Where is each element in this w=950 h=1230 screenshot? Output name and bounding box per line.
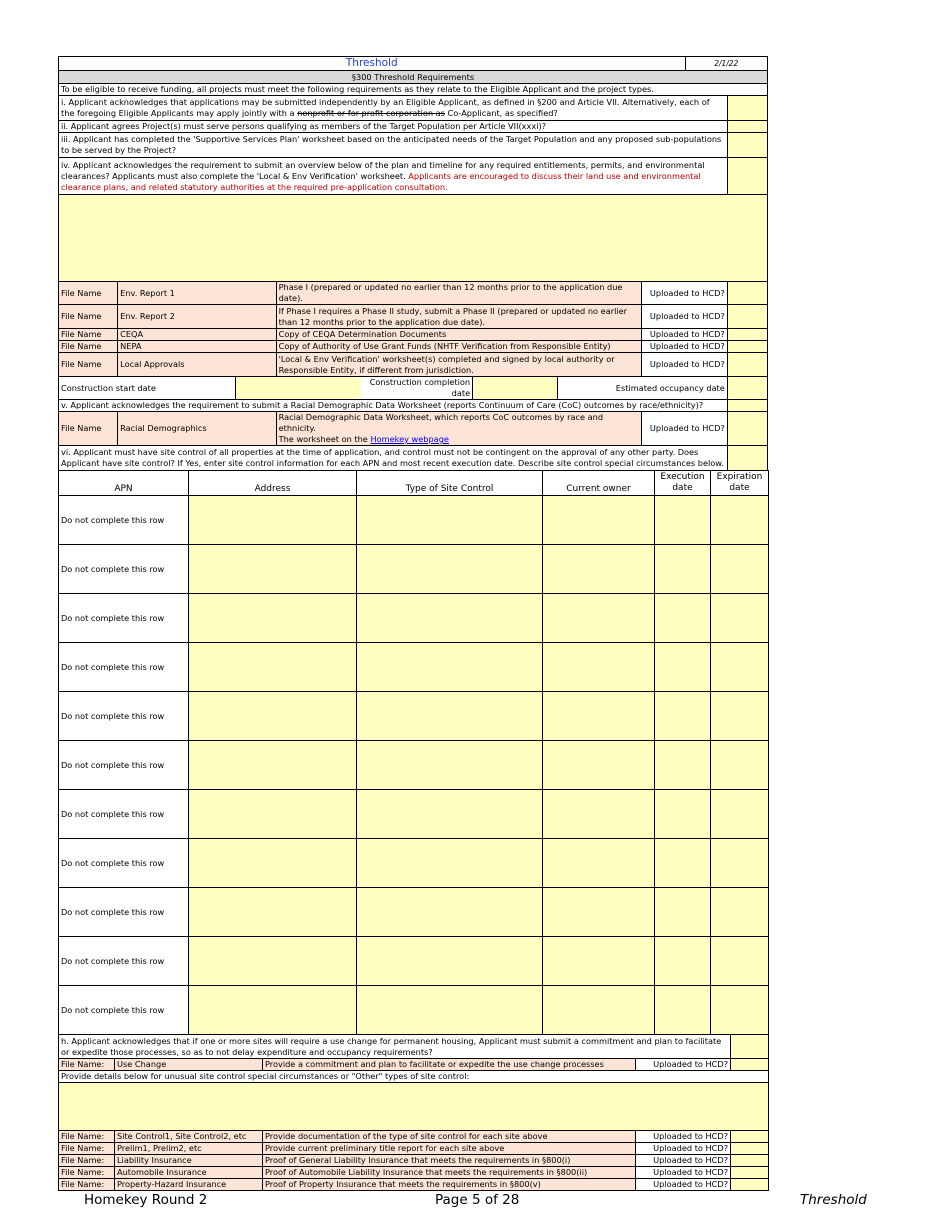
uploaded-answer[interactable] [731, 1167, 769, 1179]
file-label: File Name [59, 353, 118, 377]
execution-date-input[interactable] [655, 545, 711, 594]
site-control-type-input[interactable] [357, 741, 543, 790]
address-input[interactable] [189, 888, 357, 937]
uploaded-answer[interactable] [727, 412, 767, 446]
uploaded-label: Uploaded to HCD? [636, 1179, 731, 1191]
uploaded-label: Uploaded to HCD? [636, 1143, 731, 1155]
uploaded-answer[interactable] [727, 329, 767, 341]
address-input[interactable] [189, 643, 357, 692]
expiration-date-input[interactable] [711, 545, 769, 594]
site-row-apn-note: Do not complete this row [59, 594, 189, 643]
site-row [59, 741, 769, 790]
uploaded-label: Uploaded to HCD? [642, 412, 728, 446]
file-label: File Name [59, 341, 118, 353]
site-control-table [58, 470, 769, 1035]
uploaded-answer[interactable] [731, 1179, 769, 1191]
item-v-text: v. Applicant acknowledges the requirement to submit a Racial Demographic Data Worksheet (reports Continuum of Care (CoC) outcomes by race/ethnicity)? [59, 400, 728, 412]
expiration-date-input[interactable] [711, 692, 769, 741]
item-ii-answer[interactable] [727, 121, 767, 133]
item-iv-text: iv. Applicant acknowledges the requirement to submit an overview below of the plan and timeline for any required entitlements, permits, and environmental clearances? Applicants must also complete the 'Local & Env Verification' worksheet. Applicants are encouraged to discuss their land use and environmental clearance plans, and related statutory authorities at the required pre-application consultation. [59, 158, 728, 195]
execution-date-input[interactable] [655, 839, 711, 888]
uploaded-answer[interactable] [727, 353, 767, 377]
footer-left: Homekey Round 2 [84, 1192, 208, 1208]
execution-date-input[interactable] [655, 888, 711, 937]
uploaded-label: Uploaded to HCD? [642, 329, 728, 341]
occupancy-date-input[interactable] [727, 377, 767, 400]
address-input[interactable] [189, 496, 357, 545]
execution-date-input[interactable] [655, 937, 711, 986]
site-row [59, 643, 769, 692]
expiration-date-input[interactable] [711, 839, 769, 888]
homekey-webpage-link[interactable]: Homekey webpage [370, 434, 449, 444]
address-input[interactable] [189, 741, 357, 790]
expiration-date-input[interactable] [711, 643, 769, 692]
details-field[interactable] [59, 1083, 769, 1131]
address-input[interactable] [189, 839, 357, 888]
file-description: Provide documentation of the type of site control for each site above [263, 1131, 636, 1143]
uploaded-label: Uploaded to HCD? [636, 1155, 731, 1167]
uploaded-label: Uploaded to HCD? [642, 341, 728, 353]
execution-date-input[interactable] [655, 496, 711, 545]
address-input[interactable] [189, 937, 357, 986]
address-input[interactable] [189, 986, 357, 1035]
expiration-date-input[interactable] [711, 986, 769, 1035]
item-h-answer[interactable] [731, 1035, 769, 1059]
site-row [59, 937, 769, 986]
threshold-table [58, 56, 768, 471]
current-owner-input[interactable] [543, 839, 655, 888]
construction-start-input[interactable] [236, 377, 361, 400]
item-vi-answer[interactable] [727, 446, 767, 471]
item-iii-text: iii. Applicant has completed the 'Supportive Services Plan' worksheet based on the anticipated needs of the Target Population and any proposed sub-populations to be served by the Project? [59, 133, 728, 158]
sheet-date: 2/1/22 [685, 57, 767, 71]
site-row [59, 888, 769, 937]
expiration-date-input[interactable] [711, 937, 769, 986]
site-row-apn-note: Do not complete this row [59, 692, 189, 741]
address-input[interactable] [189, 790, 357, 839]
file-label: File Name: [59, 1131, 115, 1143]
address-input[interactable] [189, 692, 357, 741]
item-iii-answer[interactable] [727, 133, 767, 158]
site-row-apn-note: Do not complete this row [59, 839, 189, 888]
item-vi-text: vi. Applicant must have site control of all properties at the time of application, and control must not be contingent on the approval of any other party. Does Applicant have site control? If Yes, enter site control information for each APN and most recent execution date. Describe site control special circumstances below. [59, 446, 728, 471]
item-h-text: h. Applicant acknowledges that if one or more sites will require a use change for permanent housing, Applicant must submit a commitment and plan to facilitate or expedite those processes, so as to not delay expenditure and occupancy requirements? [59, 1035, 731, 1059]
file-name: Automobile Insurance [115, 1167, 263, 1179]
file-description: Proof of General Liability Insurance that meets the requirements in §800(i) [263, 1155, 636, 1167]
construction-start-label: Construction start date [59, 377, 236, 400]
execution-date-input[interactable] [655, 790, 711, 839]
site-row-apn-note: Do not complete this row [59, 496, 189, 545]
file-name: Site Control1, Site Control2, etc [115, 1131, 263, 1143]
site-row [59, 496, 769, 545]
site-row-apn-note: Do not complete this row [59, 937, 189, 986]
file-name: Racial Demographics [118, 412, 276, 446]
file-name: Prelim1, Prelim2, etc [115, 1143, 263, 1155]
execution-date-input[interactable] [655, 643, 711, 692]
file-description: 'Local & Env Verification' worksheet(s) completed and signed by local authority or Responsible Entity, if different from jurisdiction. [276, 353, 642, 377]
occupancy-date-label: Estimated occupancy date [557, 377, 727, 400]
site-control-type-input[interactable] [357, 545, 543, 594]
site-row [59, 790, 769, 839]
uploaded-label: Uploaded to HCD? [636, 1131, 731, 1143]
uploaded-label: Uploaded to HCD? [636, 1167, 731, 1179]
col-expiration-date: Expiration date [711, 471, 769, 496]
execution-date-input[interactable] [655, 692, 711, 741]
site-control-type-input[interactable] [357, 496, 543, 545]
site-control-type-input[interactable] [357, 790, 543, 839]
site-control-type-input[interactable] [357, 643, 543, 692]
col-execution-date: Execution date [655, 471, 711, 496]
execution-date-input[interactable] [655, 986, 711, 1035]
file-name: Use Change [115, 1059, 263, 1071]
current-owner-input[interactable] [543, 594, 655, 643]
file-label: File Name: [59, 1167, 115, 1179]
expiration-date-input[interactable] [711, 741, 769, 790]
site-row-apn-note: Do not complete this row [59, 790, 189, 839]
uploaded-label: Uploaded to HCD? [642, 305, 728, 329]
site-row [59, 986, 769, 1035]
file-name: NEPA [118, 341, 276, 353]
threshold-sheet [58, 56, 768, 1191]
site-control-type-input[interactable] [357, 839, 543, 888]
site-row-apn-note: Do not complete this row [59, 986, 189, 1035]
current-owner-input[interactable] [543, 643, 655, 692]
address-input[interactable] [189, 594, 357, 643]
file-name: Env. Report 1 [118, 282, 276, 305]
execution-date-input[interactable] [655, 594, 711, 643]
file-description: Copy of CEQA Determination Documents [276, 329, 642, 341]
site-rows [59, 496, 769, 1035]
uploaded-answer[interactable] [731, 1131, 769, 1143]
expiration-date-input[interactable] [711, 888, 769, 937]
expiration-date-input[interactable] [711, 496, 769, 545]
file-label: File Name: [59, 1059, 115, 1071]
file-label: File Name: [59, 1155, 115, 1167]
site-row-apn-note: Do not complete this row [59, 545, 189, 594]
file-name: Local Approvals [118, 353, 276, 377]
current-owner-input[interactable] [543, 741, 655, 790]
file-label: File Name [59, 282, 118, 305]
footer-page-number: Page 5 of 28 [435, 1192, 520, 1208]
file-description: Copy of Authority of Use Grant Funds (NHTF Verification from Responsible Entity) [276, 341, 642, 353]
current-owner-input[interactable] [543, 692, 655, 741]
site-row [59, 594, 769, 643]
file-label: File Name [59, 305, 118, 329]
expiration-date-input[interactable] [711, 790, 769, 839]
current-owner-input[interactable] [543, 545, 655, 594]
site-control-type-input[interactable] [357, 986, 543, 1035]
col-site-control-type: Type of Site Control [357, 471, 543, 496]
current-owner-input[interactable] [543, 790, 655, 839]
closing-table [58, 1034, 769, 1191]
uploaded-label: Uploaded to HCD? [642, 282, 728, 305]
site-row [59, 692, 769, 741]
current-owner-input[interactable] [543, 937, 655, 986]
uploaded-label: Uploaded to HCD? [642, 353, 728, 377]
sheet-title: Threshold [59, 57, 686, 71]
item-iv-answer[interactable] [727, 158, 767, 195]
file-description: Proof of Automobile Liability Insurance that meets the requirements in §800(ii) [263, 1167, 636, 1179]
intro-text: To be eligible to receive funding, all projects must meet the following requirements as they relate to the Eligible Applicant and the project types. [59, 84, 768, 96]
site-control-type-input[interactable] [357, 888, 543, 937]
file-description: Proof of Property Insurance that meets the requirements in §800(v) [263, 1179, 636, 1191]
file-description: Phase I (prepared or updated no earlier than 12 months prior to the application due date). [276, 282, 642, 305]
construction-completion-input[interactable] [473, 377, 558, 400]
item-ii-text: ii. Applicant agrees Project(s) must serve persons qualifying as members of the Target Population per Article VII(xxxi)? [59, 121, 728, 133]
file-label: File Name: [59, 1143, 115, 1155]
item-v-answer[interactable] [727, 400, 767, 412]
file-label: File Name [59, 329, 118, 341]
site-control-type-input[interactable] [357, 937, 543, 986]
col-address: Address [189, 471, 357, 496]
current-owner-input[interactable] [543, 986, 655, 1035]
site-row [59, 839, 769, 888]
uploaded-answer[interactable] [727, 282, 767, 305]
uploaded-label: Uploaded to HCD? [636, 1059, 731, 1071]
file-label: File Name [59, 412, 118, 446]
site-control-type-input[interactable] [357, 692, 543, 741]
uploaded-answer[interactable] [731, 1155, 769, 1167]
site-row-apn-note: Do not complete this row [59, 741, 189, 790]
file-description: If Phase I requires a Phase II study, submit a Phase II (prepared or updated no earlier than 12 months prior to the application due date). [276, 305, 642, 329]
site-row-apn-note: Do not complete this row [59, 643, 189, 692]
current-owner-input[interactable] [543, 496, 655, 545]
uploaded-answer[interactable] [731, 1143, 769, 1155]
details-prompt: Provide details below for unusual site control special circumstances or "Other" types of site control: [59, 1071, 769, 1083]
section-header: §300 Threshold Requirements [59, 71, 768, 84]
site-control-type-input[interactable] [357, 594, 543, 643]
file-description: Racial Demographic Data Worksheet, which reports CoC outcomes by race and ethnicity. The worksheet on the Homekey webpage [276, 412, 642, 446]
uploaded-answer[interactable] [727, 341, 767, 353]
site-row [59, 545, 769, 594]
construction-completion-label: Construction completion date [361, 377, 473, 400]
item-i-text: i. Applicant acknowledges that applications may be submitted independently by an Eligible Applicant, as defined in §200 and Article VII. Alternatively, each of the foregoing Eligible Applicants may apply jointly with a nonprofit or for-profit corporation as Co-Applicant, as specified? [59, 96, 728, 121]
site-row-apn-note: Do not complete this row [59, 888, 189, 937]
uploaded-answer[interactable] [731, 1059, 769, 1071]
current-owner-input[interactable] [543, 888, 655, 937]
footer-right: Threshold [800, 1192, 867, 1208]
execution-date-input[interactable] [655, 741, 711, 790]
uploaded-answer[interactable] [727, 305, 767, 329]
entitlements-overview-field[interactable] [59, 195, 768, 282]
address-input[interactable] [189, 545, 357, 594]
file-name: Env. Report 2 [118, 305, 276, 329]
col-apn: APN [59, 471, 189, 496]
file-name: CEQA [118, 329, 276, 341]
expiration-date-input[interactable] [711, 594, 769, 643]
file-description: Provide a commitment and plan to facilitate or expedite the use change processes [263, 1059, 636, 1071]
item-i-answer[interactable] [727, 96, 767, 121]
file-description: Provide current preliminary title report for each site above [263, 1143, 636, 1155]
file-label: File Name: [59, 1179, 115, 1191]
file-name: Property-Hazard Insurance [115, 1179, 263, 1191]
file-name: Liability Insurance [115, 1155, 263, 1167]
col-current-owner: Current owner [543, 471, 655, 496]
